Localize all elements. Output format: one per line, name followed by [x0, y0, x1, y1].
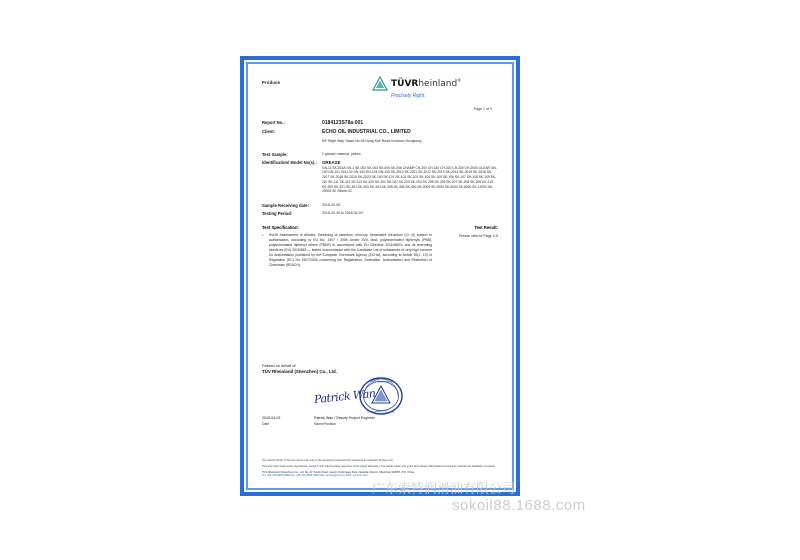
document-header [262, 76, 498, 116]
certificate-sheet [250, 66, 510, 486]
tuv-logo-bold: TÜVR [391, 78, 419, 89]
footer-line-2: This test report shall not be reproduced, except in full, without written approval of the testing laboratory. The results relate only to the item tested. Abbreviations of the test methods are available on request. [262, 464, 496, 468]
field-client-address [262, 139, 498, 143]
registered-mark: ® [457, 77, 462, 83]
field-label: Test Sample: [262, 151, 288, 157]
signature-name-position: Patrick Wan / Deputy Project Engineer [314, 416, 376, 420]
watermark-chinese: 广东索特润滑油有限公司 [372, 482, 516, 497]
field-label: Client: [262, 129, 276, 135]
field-client [262, 129, 498, 135]
signature-date-caption: Date [262, 422, 270, 426]
test-specification-paragraph: RoHS Assessment of Articles: Screening of cadmium, mercury, hexavalent chromium (Cr VI) subject to authorisation, according to EU No. 1907 / 2006 Annex XVII, lead, polybrominated biphenyls (PBB), polybrominated diphenyl ethers (PBDE) in accordance with EU Directive 2011/65/EU and its amending directives (EU) 2015/863 — tested in accordance with the Candidate List of substances of very high concern for Authorisation published by the European Chemicals Agency (ECHA), according to Article 59(1, 10) of Regulation (EC) No 1907/2006 concerning the Registration, Evaluation, Authorisation and Restriction of Chemicals (REACH). [269, 232, 432, 268]
handwritten-signature: Patrick Wan [313, 386, 376, 407]
signature-graphics [262, 374, 498, 418]
header-left-label: Produce [262, 80, 281, 85]
footer-line-3: TÜV Rheinland (Shenzhen) Co., Ltd. No. 27, South Road, Gaoxin Technology Park, Nanshan District, Shenzhen 518057, P.R. China [262, 470, 414, 474]
field-value: 6/F Right Way Tower,No.38 Hung Kok Road,Kowloon,Hongkong [322, 138, 422, 143]
tuv-logo-rest: heinland [418, 78, 458, 89]
test-specification-label: Test Specification: [262, 224, 299, 230]
tuv-tagline: Precisely Right. [391, 93, 426, 99]
model-numbers-list: GN-11 SK-015A GN-1 SK-002 SK-003 SK-005 SK-006 CHAMP CH-300 CH-310 CH-320 CH-330 CH-2000 GLEAR GN-100 GN-101 GN-102 GN-103 GN-104 GN-105 SK-2010 SK-2011 SK-2012 SK-2013 SK-2014 SK-2015 SK-2016 SK-2017 SK-2018 SK-2019 SK-2020 SK-100 SK-101 SK-102 SK-103 SK-104 SK-105 SK-106 SK-107 SK-108 SK-109 SK-110 SK-111 SK-112 SK-113 SK-200 SK-201 SK-202 SK-203 SK-204 SK-205 SK-206 SK-207 SK-208 SK-209 SK-210 SK-300 SK-301 SK-302 SK-303 SK-304 SK-305 SK-306 SK-400 SK-2000 SK-3000 SK-5000 SK-8000 SK-12000 SK-20000 SK Silicon-02 [322, 165, 497, 194]
field-value: ECHO OIL INDUSTRIAL CO., LIMITED [322, 129, 411, 136]
field-identification-model [262, 160, 498, 194]
field-rows [262, 120, 498, 217]
results-header-row [262, 225, 498, 230]
field-testing-period [262, 211, 498, 216]
results-body [262, 233, 498, 269]
field-report-no [262, 120, 498, 126]
signature-sublabels-row [262, 422, 498, 426]
field-sample-receiving-date [262, 203, 498, 208]
field-value: 1 grease material, yellow [322, 151, 361, 156]
field-value: 2018-03-26 to 2018-04-03 [322, 211, 363, 216]
footer-line-4[interactable]: Tel: +86-755-8828 0888 Fax: +86-755-8828 0999 Mail: service@tuv.com Web: www.tuv.com [262, 474, 368, 478]
signature-name-caption: Name/Position [314, 422, 337, 426]
footer-line-1: The results shown in this test report refer only to the sample(s) tested and the sample(s) are retained 30 days only. [262, 459, 394, 462]
field-value-wrap [322, 160, 498, 194]
tuv-logo-text [391, 79, 461, 89]
field-label: Identification/ Model No(s).: [262, 160, 317, 166]
signature-block [262, 364, 498, 426]
bullet-icon: • [262, 232, 264, 237]
field-value: 0184123S78a-001 [322, 120, 364, 126]
field-label: Testing Period: [262, 211, 293, 217]
field-label: Report No.: [262, 120, 285, 125]
tuv-round-stamp-icon [358, 376, 404, 416]
page-indicator: Page 1 of 9 [473, 107, 492, 111]
grease-grade-value: GREASE [322, 160, 341, 166]
tuv-triangle-logo-icon [372, 76, 388, 91]
field-test-sample [262, 152, 498, 157]
signing-company: TÜV Rheinland (Shenzhen) Co., Ltd. [262, 369, 337, 374]
tuv-logo-block [372, 76, 492, 99]
passed-on-behalf-label: Passed on behalf of [262, 364, 296, 368]
field-value: 2018-03-26 [322, 203, 340, 208]
svg-text:Shenzhen Co., Ltd.: Shenzhen Co., Ltd. [366, 409, 396, 414]
test-specification-text [262, 233, 432, 269]
test-result-label: Test Result: [474, 224, 498, 230]
test-result-value: Please refer to Page 2-9 [459, 233, 498, 238]
field-label: Sample Receiving date: [262, 203, 310, 209]
svg-text:TUV Rheinland: TUV Rheinland [369, 379, 393, 384]
watermark-url: sokoil88.1688.com [452, 497, 586, 514]
field-label [262, 139, 322, 143]
footer-fine-print [262, 459, 498, 478]
signature-date: 2018-04-03 [262, 416, 281, 420]
